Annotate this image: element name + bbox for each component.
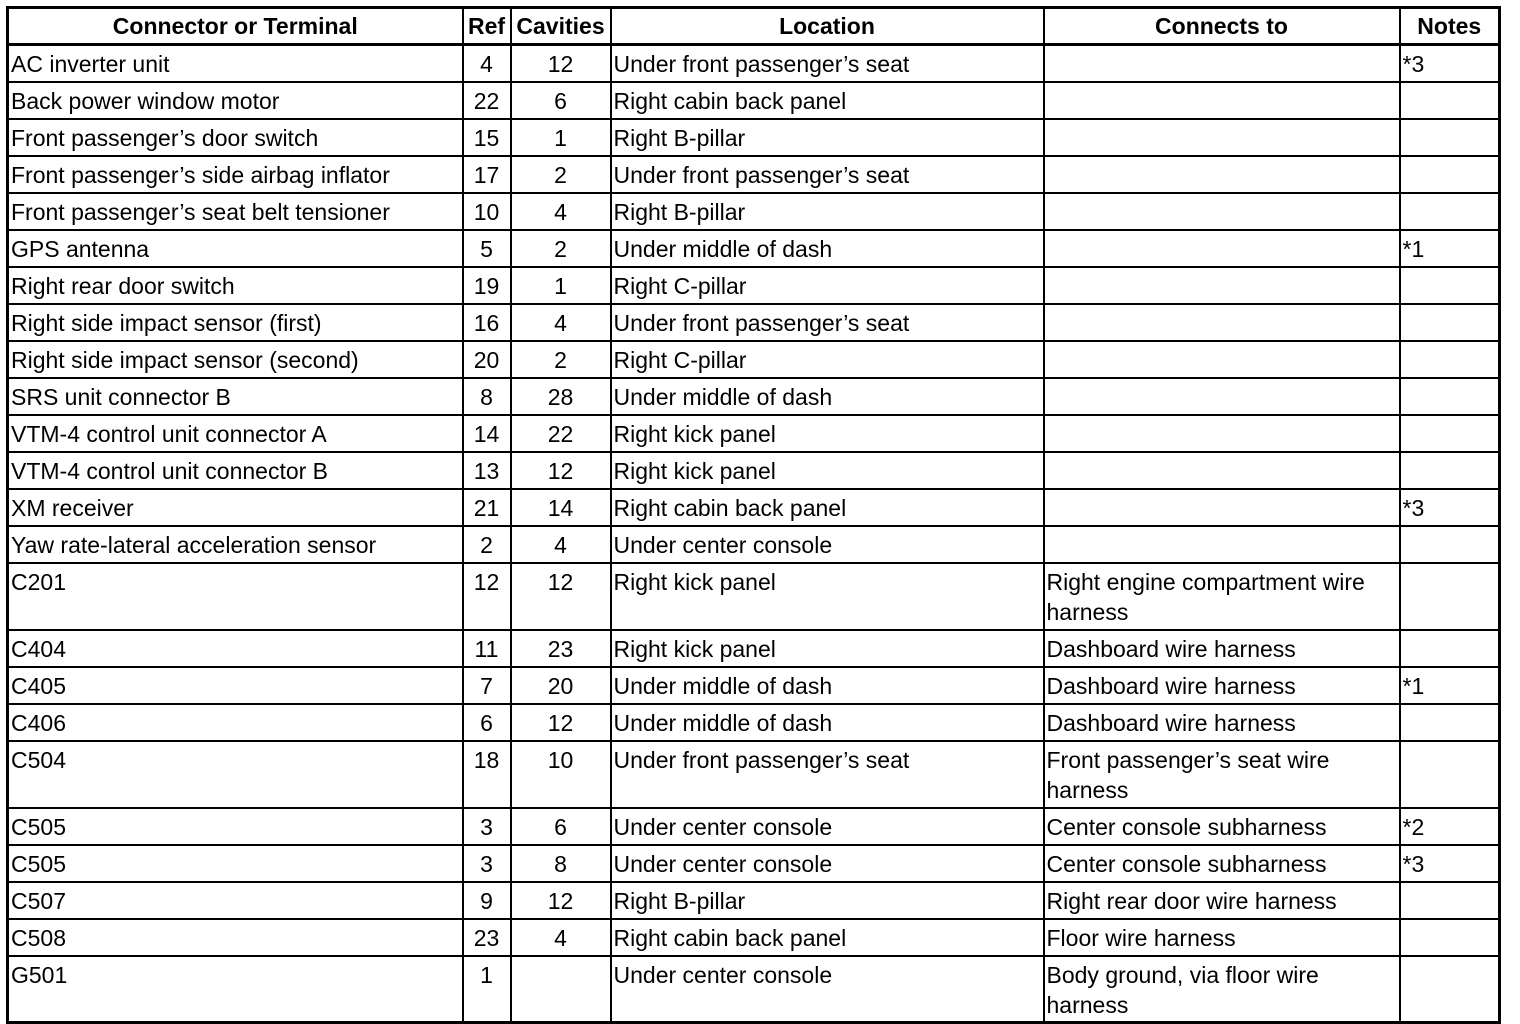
connector-cell: Front passenger’s seat belt tensioner [8,193,463,230]
notes-cell [1400,919,1500,956]
connects-to-cell [1044,304,1400,341]
notes-cell [1400,378,1500,415]
connector-cell: C406 [8,704,463,741]
location-cell: Right B-pillar [611,193,1044,230]
cavities-cell: 12 [511,563,611,630]
connects-to-cell: Center console subharness [1044,845,1400,882]
notes-cell: *2 [1400,808,1500,845]
cavities-cell: 12 [511,452,611,489]
location-cell: Under front passenger’s seat [611,304,1044,341]
header-notes: Notes [1400,8,1500,45]
location-cell: Under center console [611,845,1044,882]
connector-cell: AC inverter unit [8,45,463,82]
table-body [8,45,1500,1023]
connector-cell: Front passenger’s side airbag inflator [8,156,463,193]
table-header [8,8,1500,45]
notes-cell [1400,452,1500,489]
location-cell: Under center console [611,526,1044,563]
ref-cell: 9 [463,882,511,919]
location-cell: Under middle of dash [611,378,1044,415]
ref-cell: 17 [463,156,511,193]
cavities-cell: 8 [511,845,611,882]
location-cell: Right kick panel [611,415,1044,452]
notes-cell [1400,119,1500,156]
notes-cell: *3 [1400,845,1500,882]
ref-cell: 2 [463,526,511,563]
table-row [8,45,1500,82]
cavities-cell: 28 [511,378,611,415]
header-cavities: Cavities [511,8,611,45]
connects-to-cell [1044,489,1400,526]
table-row [8,845,1500,882]
connects-to-cell [1044,452,1400,489]
cavities-cell: 12 [511,45,611,82]
notes-cell [1400,156,1500,193]
notes-cell [1400,193,1500,230]
table-row [8,230,1500,267]
ref-cell: 4 [463,45,511,82]
notes-cell [1400,341,1500,378]
connects-to-cell [1044,156,1400,193]
notes-cell [1400,563,1500,630]
table-row [8,808,1500,845]
ref-cell: 1 [463,956,511,1023]
header-connector: Connector or Terminal [8,8,463,45]
cavities-cell: 1 [511,119,611,156]
location-cell: Right cabin back panel [611,919,1044,956]
ref-cell: 14 [463,415,511,452]
ref-cell: 19 [463,267,511,304]
connector-table [6,6,1501,1024]
table-row [8,956,1500,1023]
connects-to-cell [1044,82,1400,119]
ref-cell: 18 [463,741,511,808]
connects-to-cell [1044,193,1400,230]
connects-to-cell: Floor wire harness [1044,919,1400,956]
connector-cell: XM receiver [8,489,463,526]
ref-cell: 8 [463,378,511,415]
ref-cell: 3 [463,808,511,845]
table-row [8,704,1500,741]
connects-to-cell [1044,267,1400,304]
cavities-cell: 22 [511,415,611,452]
location-cell: Right C-pillar [611,267,1044,304]
location-cell: Right kick panel [611,630,1044,667]
cavities-cell: 14 [511,489,611,526]
location-cell: Right kick panel [611,563,1044,630]
connector-cell: C505 [8,845,463,882]
location-cell: Right B-pillar [611,119,1044,156]
connector-cell: VTM-4 control unit connector B [8,452,463,489]
cavities-cell: 6 [511,82,611,119]
connector-cell: VTM-4 control unit connector A [8,415,463,452]
location-cell: Under middle of dash [611,667,1044,704]
connects-to-cell [1044,526,1400,563]
connector-cell: Front passenger’s door switch [8,119,463,156]
connects-to-cell [1044,341,1400,378]
table-row [8,667,1500,704]
cavities-cell: 1 [511,267,611,304]
cavities-cell: 10 [511,741,611,808]
location-cell: Right cabin back panel [611,489,1044,526]
connector-cell: Back power window motor [8,82,463,119]
location-cell: Right kick panel [611,452,1044,489]
connector-cell: C507 [8,882,463,919]
connector-cell: Yaw rate-lateral acceleration sensor [8,526,463,563]
location-cell: Under front passenger’s seat [611,156,1044,193]
table-row [8,526,1500,563]
notes-cell: *1 [1400,230,1500,267]
connects-to-cell [1044,45,1400,82]
notes-cell: *3 [1400,45,1500,82]
connects-to-cell: Right engine compartment wire harness [1044,563,1400,630]
table-row [8,882,1500,919]
cavities-cell: 12 [511,882,611,919]
cavities-cell: 4 [511,304,611,341]
header-connects-to: Connects to [1044,8,1400,45]
connector-cell: C201 [8,563,463,630]
ref-cell: 7 [463,667,511,704]
ref-cell: 6 [463,704,511,741]
ref-cell: 3 [463,845,511,882]
table-row [8,267,1500,304]
table-row [8,304,1500,341]
location-cell: Right C-pillar [611,341,1044,378]
connector-cell: GPS antenna [8,230,463,267]
cavities-cell: 4 [511,919,611,956]
notes-cell [1400,82,1500,119]
table-row [8,341,1500,378]
table-row [8,563,1500,630]
table-row [8,82,1500,119]
header-row [8,8,1500,45]
location-cell: Right cabin back panel [611,82,1044,119]
connects-to-cell [1044,230,1400,267]
ref-cell: 5 [463,230,511,267]
cavities-cell: 2 [511,341,611,378]
connector-cell: C405 [8,667,463,704]
connects-to-cell: Dashboard wire harness [1044,704,1400,741]
connector-cell: G501 [8,956,463,1023]
cavities-cell: 6 [511,808,611,845]
table-row [8,741,1500,808]
connector-cell: C505 [8,808,463,845]
cavities-cell: 4 [511,193,611,230]
location-cell: Under middle of dash [611,704,1044,741]
cavities-cell: 12 [511,704,611,741]
table-row [8,415,1500,452]
table-row [8,119,1500,156]
notes-cell [1400,741,1500,808]
notes-cell [1400,882,1500,919]
location-cell: Under front passenger’s seat [611,741,1044,808]
location-cell: Under front passenger’s seat [611,45,1044,82]
location-cell: Under center console [611,808,1044,845]
connector-cell: Right rear door switch [8,267,463,304]
cavities-cell: 4 [511,526,611,563]
connects-to-cell: Center console subharness [1044,808,1400,845]
connects-to-cell [1044,415,1400,452]
notes-cell [1400,526,1500,563]
connector-cell: C404 [8,630,463,667]
connector-cell: C508 [8,919,463,956]
table-row [8,156,1500,193]
connector-cell: SRS unit connector B [8,378,463,415]
notes-cell [1400,704,1500,741]
connects-to-cell: Right rear door wire harness [1044,882,1400,919]
connects-to-cell [1044,119,1400,156]
connects-to-cell: Front passenger’s seat wire harness [1044,741,1400,808]
connects-to-cell: Body ground, via floor wire harness [1044,956,1400,1023]
location-cell: Right B-pillar [611,882,1044,919]
cavities-cell: 2 [511,230,611,267]
notes-cell [1400,415,1500,452]
ref-cell: 20 [463,341,511,378]
connects-to-cell: Dashboard wire harness [1044,630,1400,667]
table-row [8,452,1500,489]
header-location: Location [611,8,1044,45]
ref-cell: 21 [463,489,511,526]
cavities-cell: 23 [511,630,611,667]
header-ref: Ref [463,8,511,45]
connector-cell: C504 [8,741,463,808]
notes-cell: *3 [1400,489,1500,526]
table-row [8,193,1500,230]
connects-to-cell [1044,378,1400,415]
cavities-cell [511,956,611,1023]
notes-cell [1400,630,1500,667]
connector-cell: Right side impact sensor (first) [8,304,463,341]
table-row [8,630,1500,667]
ref-cell: 12 [463,563,511,630]
ref-cell: 13 [463,452,511,489]
connector-table-container [6,6,1501,1024]
ref-cell: 11 [463,630,511,667]
notes-cell: *1 [1400,667,1500,704]
notes-cell [1400,956,1500,1023]
cavities-cell: 2 [511,156,611,193]
connector-cell: Right side impact sensor (second) [8,341,463,378]
ref-cell: 16 [463,304,511,341]
ref-cell: 22 [463,82,511,119]
ref-cell: 15 [463,119,511,156]
cavities-cell: 20 [511,667,611,704]
location-cell: Under center console [611,956,1044,1023]
connects-to-cell: Dashboard wire harness [1044,667,1400,704]
notes-cell [1400,304,1500,341]
table-row [8,919,1500,956]
table-row [8,489,1500,526]
location-cell: Under middle of dash [611,230,1044,267]
ref-cell: 10 [463,193,511,230]
notes-cell [1400,267,1500,304]
ref-cell: 23 [463,919,511,956]
table-row [8,378,1500,415]
